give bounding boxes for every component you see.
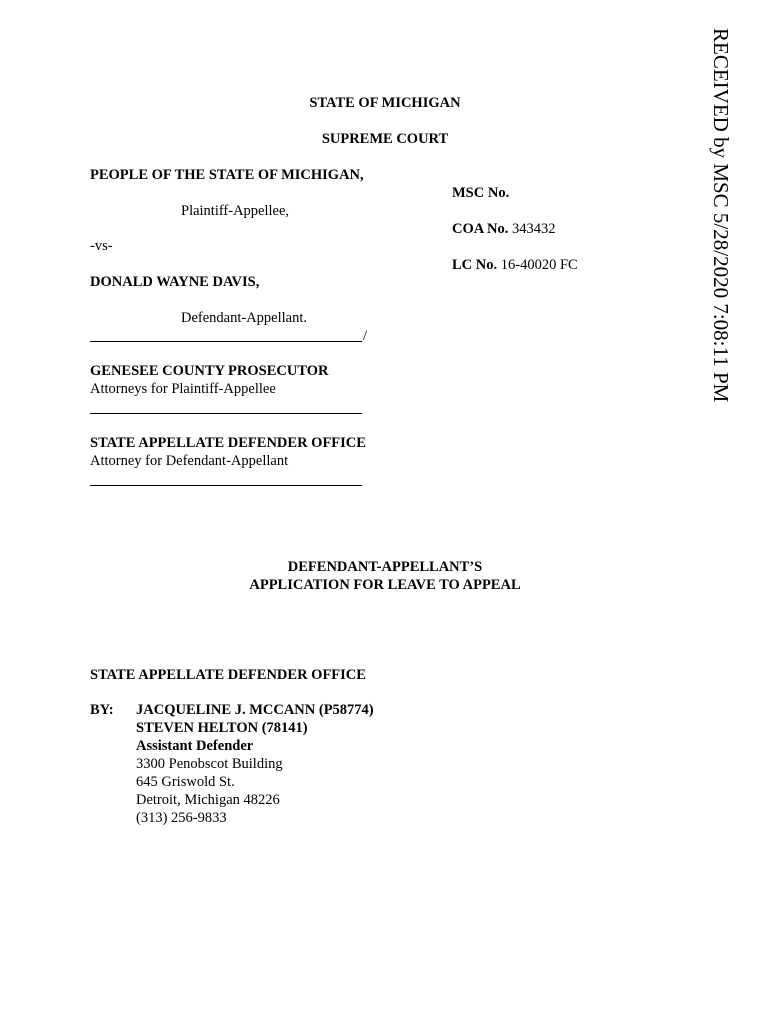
attorney-role: Assistant Defender — [136, 738, 254, 754]
received-stamp: RECEIVED by MSC 5/28/2020 7:08:11 PM — [709, 28, 733, 403]
attorney-2: STEVEN HELTON (78141) — [136, 720, 308, 736]
signature-block — [136, 701, 374, 827]
coa-label: COA No. — [452, 221, 509, 237]
msc-label: MSC No. — [452, 185, 510, 201]
coa-value: 343432 — [508, 221, 556, 237]
lc-number — [452, 256, 578, 274]
prosecutor-signature-rule — [90, 413, 362, 414]
state-heading: STATE OF MICHIGAN — [309, 95, 461, 111]
signature-office: STATE APPELLATE DEFENDER OFFICE — [90, 667, 366, 683]
defendant-role: Defendant-Appellant. — [181, 310, 308, 326]
defendant-name: DONALD WAYNE DAVIS, — [90, 274, 260, 290]
document-title-line1: DEFENDANT-APPELLANT’S — [287, 559, 483, 575]
lc-label: LC No. — [452, 257, 498, 273]
coa-number — [452, 220, 556, 238]
phone-number: (313) 256-9833 — [136, 810, 227, 826]
defender-role: Attorney for Defendant-Appellant — [90, 453, 289, 469]
msc-number — [452, 184, 509, 202]
caption-rule — [90, 341, 362, 342]
attorney-1: JACQUELINE J. MCCANN (P58774) — [136, 702, 374, 718]
address-line-1: 3300 Penobscot Building — [136, 756, 283, 772]
lc-value: 16-40020 FC — [497, 257, 578, 273]
court-heading: SUPREME COURT — [321, 131, 449, 147]
by-label: BY: — [90, 702, 114, 718]
defender-signature-rule — [90, 485, 362, 486]
prosecutor-name: GENESEE COUNTY PROSECUTOR — [90, 363, 329, 379]
defender-name: STATE APPELLATE DEFENDER OFFICE — [90, 435, 366, 451]
address-line-3: Detroit, Michigan 48226 — [136, 792, 280, 808]
address-line-2: 645 Griswold St. — [136, 774, 235, 790]
plaintiff-role: Plaintiff-Appellee, — [181, 203, 290, 219]
versus-text: -vs- — [90, 238, 113, 254]
document-title-line2: APPLICATION FOR LEAVE TO APPEAL — [249, 577, 521, 593]
prosecutor-role: Attorneys for Plaintiff-Appellee — [90, 381, 276, 397]
plaintiff-name: PEOPLE OF THE STATE OF MICHIGAN, — [90, 167, 364, 183]
caption-slash: / — [363, 328, 368, 344]
